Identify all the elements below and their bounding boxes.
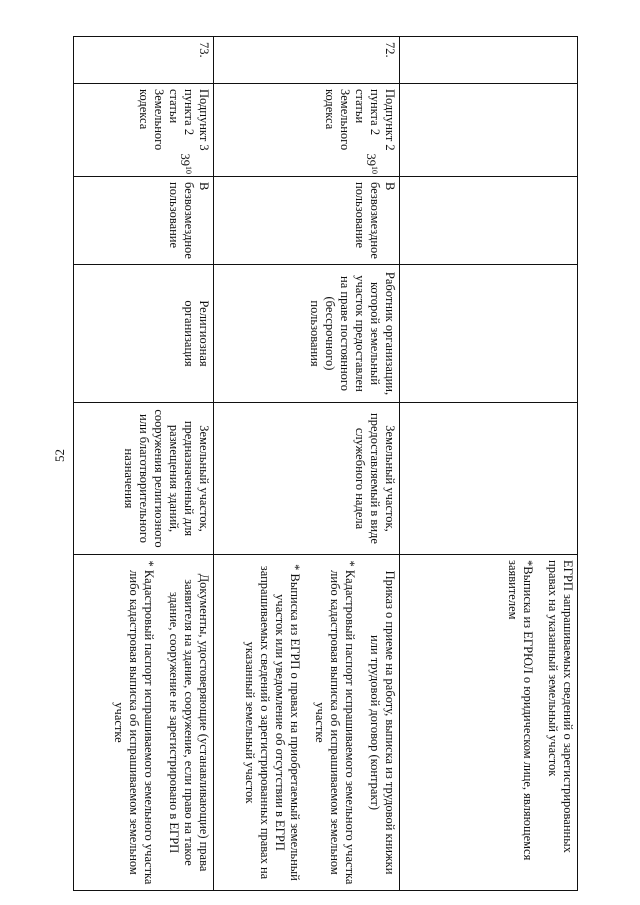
article-number: $39^{10}$	[177, 153, 193, 174]
cell-number: 73.	[74, 37, 214, 84]
document-item: Документы, удостоверяющие (устанавливающие) права заявителя на здание, сооружение, если право на такое здание, сооружение не зарегистрировано в ЕГРП	[167, 573, 211, 872]
page-number: 52	[52, 449, 67, 462]
cell-land	[400, 403, 578, 555]
cell-article	[400, 84, 578, 177]
table-row-72	[214, 37, 400, 891]
cell-type: В безвозмездное пользование	[214, 177, 400, 265]
cell-documents	[74, 555, 214, 891]
land-plot-documents-table	[73, 36, 578, 891]
cell-type	[400, 177, 578, 265]
cell-subject: Работник организации, которой земельный участок предоставлен на праве постоянного (бессрочного) пользования	[214, 265, 400, 403]
cell-land: Земельный участок, предназначенный для размещения зданий, сооружения религиозного или благотворительного назначения	[74, 403, 214, 555]
cell-land: Земельный участок, предоставляемый в виде служебного надела	[214, 403, 400, 555]
cell-number	[400, 37, 578, 84]
document-item: Приказ о приеме на работу, выписка из трудовой книжки или трудовой договор (контракт)	[368, 570, 397, 875]
cell-article	[214, 84, 400, 177]
rotated-table-container	[74, 36, 578, 890]
document-item: * Кадастровый паспорт испрашиваемого земельного участка либо кадастровая выписка об испрашиваемом земельном участке	[313, 560, 357, 885]
cell-subject: Религиозная организация	[74, 265, 214, 403]
document-item: *Выписка из ЕГРЮЛ о юридическом лице, являющемся заявителем	[506, 560, 535, 861]
table-row-73	[74, 37, 214, 891]
cell-documents	[400, 555, 578, 891]
cell-subject	[400, 265, 578, 403]
cell-number: 72.	[214, 37, 400, 84]
cell-article	[74, 84, 214, 177]
cell-type: В безвозмездное пользование	[74, 177, 214, 265]
article-number: $39^{10}$	[363, 153, 379, 174]
table-row-continuation	[400, 37, 578, 891]
article-text: Подпункт 2 пункта 2 статьи Земельного кодекса	[323, 89, 397, 151]
document-item: ЕГРП запрашиваемых сведений о зарегистрированных правах на указанный земельный участок	[546, 560, 575, 853]
document-item: * Кадастровый паспорт испрашиваемого земельного участка либо кадастровая выписка об испрашиваемом земельном участке	[112, 560, 156, 885]
article-text: Подпункт 3 пункта 2 статьи Земельного кодекса	[137, 89, 211, 151]
cell-documents	[214, 555, 400, 891]
document-item: * Выписка из ЕГРП о правах на приобретаемый земельный участок или уведомление об отсутствии в ЕГРП запрашиваемых сведений о зарегистрированных правах на указанный земельный участок	[243, 564, 302, 881]
